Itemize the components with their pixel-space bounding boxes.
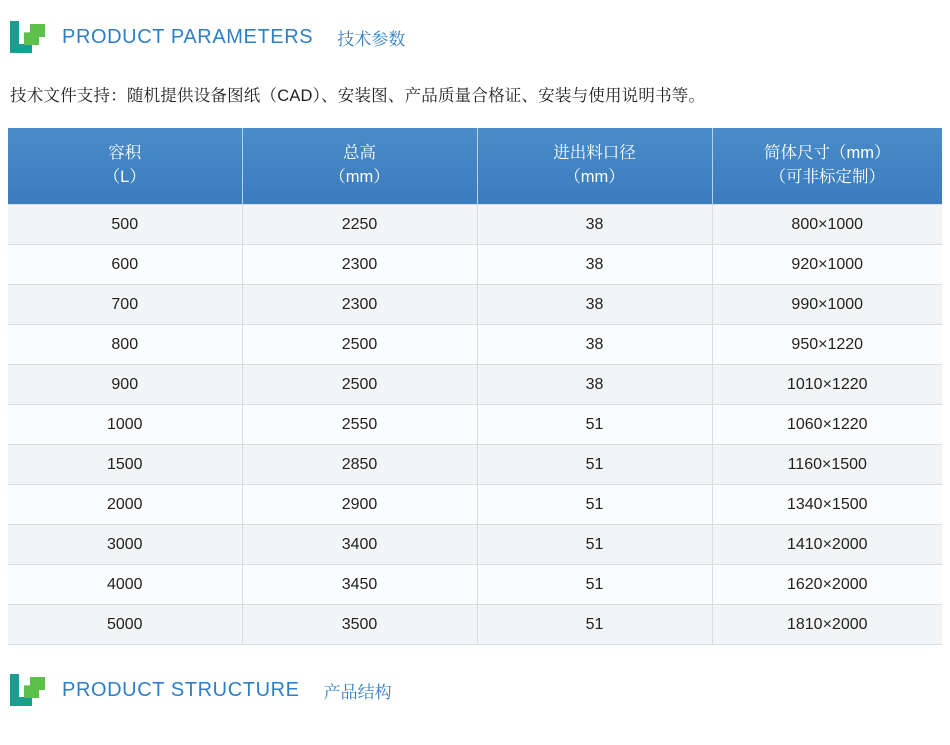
- cell-port-diameter: 51: [477, 525, 712, 565]
- cell-total-height: 2500: [242, 325, 477, 365]
- cell-body-size: 920×1000: [712, 245, 942, 285]
- table-header-cell-body-size: [712, 128, 942, 205]
- cell-body-size: 1010×1220: [712, 365, 942, 405]
- cell-volume: 1000: [8, 405, 242, 445]
- cell-port-diameter: 38: [477, 205, 712, 245]
- header-line-1: 总高: [343, 144, 376, 163]
- page-root: [0, 18, 950, 745]
- header-line-2: （mm）: [564, 168, 625, 186]
- cell-volume: 5000: [8, 605, 242, 645]
- cell-total-height: 2850: [242, 445, 477, 485]
- cell-total-height: 2250: [242, 205, 477, 245]
- table-row: [8, 605, 942, 645]
- parameters-table-wrapper: [8, 128, 942, 645]
- cell-port-diameter: 51: [477, 605, 712, 645]
- table-row: [8, 445, 942, 485]
- header-line-2: （mm）: [329, 168, 390, 186]
- parameters-table: [8, 128, 942, 645]
- table-row: [8, 365, 942, 405]
- table-header-cell-total-height: [242, 128, 477, 205]
- cell-volume: 600: [8, 245, 242, 285]
- cell-body-size: 1620×2000: [712, 565, 942, 605]
- cell-total-height: 2300: [242, 245, 477, 285]
- section-title-cn: 产品结构: [323, 682, 392, 702]
- table-header-row: [8, 128, 942, 205]
- cell-port-diameter: 38: [477, 285, 712, 325]
- cell-total-height: 2900: [242, 485, 477, 525]
- cell-port-diameter: 51: [477, 405, 712, 445]
- cell-port-diameter: 38: [477, 245, 712, 285]
- cell-volume: 1500: [8, 445, 242, 485]
- cell-port-diameter: 51: [477, 485, 712, 525]
- cell-body-size: 800×1000: [712, 205, 942, 245]
- cell-body-size: 1160×1500: [712, 445, 942, 485]
- cell-body-size: 950×1220: [712, 325, 942, 365]
- cell-port-diameter: 38: [477, 325, 712, 365]
- cell-volume: 4000: [8, 565, 242, 605]
- cell-volume: 500: [8, 205, 242, 245]
- cell-port-diameter: 51: [477, 445, 712, 485]
- header-line-2: （可非标定制）: [769, 168, 885, 186]
- cell-body-size: 1060×1220: [712, 405, 942, 445]
- section-title-en: PRODUCT PARAMETERS: [62, 25, 314, 48]
- cell-total-height: 3400: [242, 525, 477, 565]
- table-row: [8, 565, 942, 605]
- table-row: [8, 245, 942, 285]
- cell-total-height: 2550: [242, 405, 477, 445]
- table-row: [8, 525, 942, 565]
- cell-volume: 3000: [8, 525, 242, 565]
- cell-body-size: 1340×1500: [712, 485, 942, 525]
- cell-volume: 800: [8, 325, 242, 365]
- table-header: [8, 128, 942, 205]
- cell-total-height: 3450: [242, 565, 477, 605]
- table-row: [8, 485, 942, 525]
- section-heading-structure: [0, 671, 950, 709]
- cell-body-size: 1410×2000: [712, 525, 942, 565]
- cell-body-size: 990×1000: [712, 285, 942, 325]
- table-row: [8, 205, 942, 245]
- table-row: [8, 325, 942, 365]
- cell-total-height: 2500: [242, 365, 477, 405]
- header-line-2: （L）: [103, 168, 146, 186]
- cell-port-diameter: 51: [477, 565, 712, 605]
- cell-total-height: 3500: [242, 605, 477, 645]
- cell-total-height: 2300: [242, 285, 477, 325]
- cell-volume: 2000: [8, 485, 242, 525]
- section-title-cn: 技术参数: [337, 29, 406, 49]
- header-line-1: 进出料口径: [553, 144, 636, 163]
- table-row: [8, 405, 942, 445]
- header-line-1: 简体尺寸（mm）: [764, 144, 891, 163]
- table-row: [8, 285, 942, 325]
- cell-volume: 700: [8, 285, 242, 325]
- header-line-1: 容积: [108, 144, 142, 163]
- table-header-cell-volume: [8, 128, 242, 205]
- intro-paragraph: 技术文件支持：随机提供设备图纸（CAD）、安装图、产品质量合格证、安装与使用说明书等。: [10, 87, 706, 105]
- cell-port-diameter: 38: [477, 365, 712, 405]
- section-title-en: PRODUCT STRUCTURE: [62, 678, 300, 701]
- table-body: [8, 205, 942, 645]
- section-heading-parameters: [0, 18, 950, 56]
- cell-volume: 900: [8, 365, 242, 405]
- table-header-cell-port-diameter: [477, 128, 712, 205]
- logo-mark-icon: [8, 18, 48, 56]
- logo-mark-icon: [8, 671, 48, 709]
- cell-body-size: 1810×2000: [712, 605, 942, 645]
